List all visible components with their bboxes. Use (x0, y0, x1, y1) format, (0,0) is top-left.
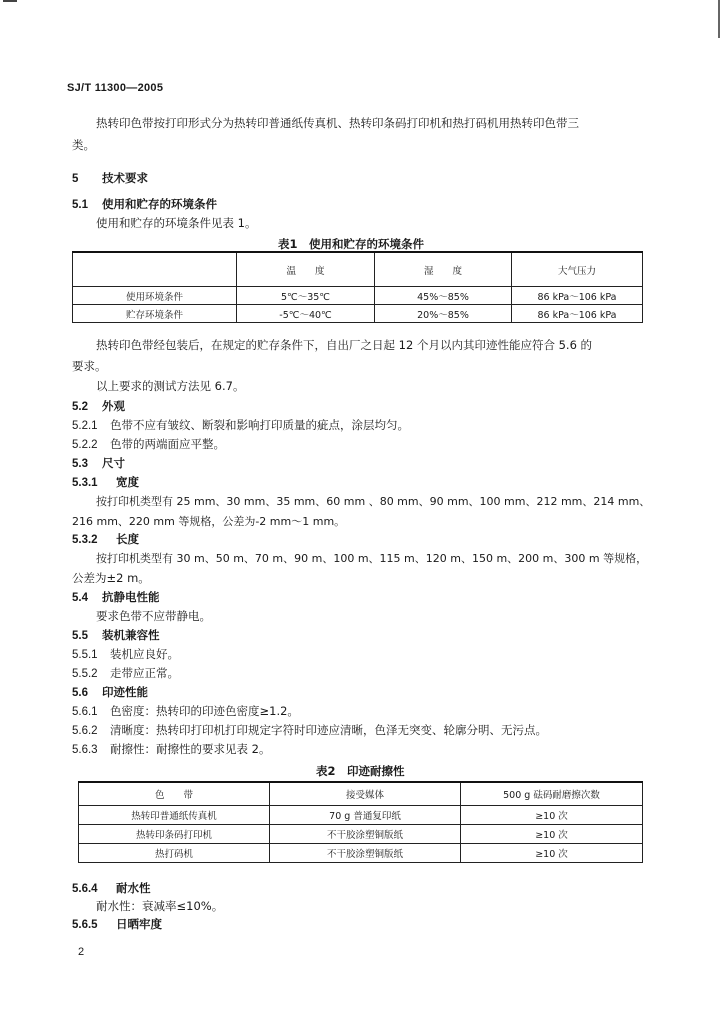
section-title: 尺寸 (102, 456, 125, 470)
scan-edge-mark-right (718, 0, 720, 38)
clause-number: 5.5.1 (72, 649, 98, 661)
storage-paragraph-line-1: 热转印色带经包装后，在规定的贮存条件下，自出厂之日起 12 个月以内其印迹性能应符合 5.6 的 (96, 338, 593, 352)
table-cell: 热转印条码打印机 (79, 825, 270, 844)
table-header-cell: 接受媒体 (270, 782, 461, 806)
table-row (73, 287, 643, 305)
table-cell: ≥10 次 (461, 806, 643, 825)
clause-number: 5.6.2 (72, 725, 98, 737)
table-header-cell: 湿 度 (375, 252, 512, 287)
table-header-cell: 温 度 (237, 252, 375, 287)
section-number: 5.2 (72, 401, 88, 413)
clause-number: 5.5.2 (72, 668, 98, 680)
table-cell: 20%～85% (375, 305, 512, 323)
clause-text: 色带不应有皱纹、断裂和影响打印质量的疵点，涂层均匀。 (110, 418, 409, 432)
section-5-4-body: 要求色带不应带静电。 (96, 609, 211, 623)
table-2-abrasion-resistance (78, 781, 643, 863)
scan-edge-mark (3, 0, 17, 6)
section-number: 5.3 (72, 458, 88, 470)
clause-5-2-2 (72, 436, 225, 452)
table-cell: ≥10 次 (461, 844, 643, 863)
clause-text: 色带的两端面应平整。 (110, 437, 225, 451)
section-title: 印迹性能 (102, 685, 148, 699)
clause-number: 5.3.2 (72, 534, 98, 546)
table-cell: 不干胶涂塑铜版纸 (270, 844, 461, 863)
section-5-heading (72, 170, 148, 186)
section-number: 5.4 (72, 592, 88, 604)
clause-number: 5.2.2 (72, 439, 98, 451)
clause-title: 日晒牢度 (116, 917, 162, 931)
table-header-cell: 色 带 (79, 782, 270, 806)
table-1-caption: 表1 使用和贮存的环境条件 (278, 237, 425, 251)
clause-number: 5.6.1 (72, 706, 98, 718)
clause-5-5-1 (72, 646, 179, 662)
table-header-row (79, 782, 643, 806)
table-cell: -5℃～40℃ (237, 305, 375, 323)
section-number: 5.6 (72, 687, 88, 699)
page-number: 2 (78, 946, 85, 958)
section-5-5-heading (72, 627, 160, 643)
section-5-4-heading (72, 589, 160, 605)
section-5-3-heading (72, 455, 125, 471)
clause-5-6-4-heading (72, 880, 151, 896)
table-row (79, 806, 643, 825)
clause-text: 色密度：热转印的印迹色密度≥1.2。 (110, 704, 299, 718)
section-title: 抗静电性能 (102, 590, 160, 604)
table-cell: 热打码机 (79, 844, 270, 863)
table-row (79, 825, 643, 844)
table-cell: 不干胶涂塑铜版纸 (270, 825, 461, 844)
table-cell: ≥10 次 (461, 825, 643, 844)
intro-line-1: 热转印色带按打印形式分为热转印普通纸传真机、热转印条码打印机和热打码机用热转印色带三 (96, 116, 579, 130)
table-row (73, 305, 643, 323)
section-5-6-heading (72, 684, 148, 700)
clause-5-6-1 (72, 703, 299, 719)
clause-number: 5.6.3 (72, 744, 98, 756)
table-cell: 86 kPa～106 kPa (512, 287, 643, 305)
clause-number: 5.2.1 (72, 420, 98, 432)
clause-5-5-2 (72, 665, 179, 681)
clause-number: 5.3.1 (72, 477, 98, 489)
table-header-row (73, 252, 643, 287)
section-5-1-heading (72, 196, 217, 212)
section-title: 使用和贮存的环境条件 (102, 197, 217, 211)
standard-code-header: SJ/T 11300—2005 (67, 82, 164, 94)
clause-title: 长度 (116, 532, 139, 546)
clause-5-3-1-heading (72, 474, 139, 490)
clause-text: 走带应正常。 (110, 666, 179, 680)
section-number: 5 (72, 173, 79, 185)
section-title: 技术要求 (102, 171, 148, 185)
table-cell: 使用环境条件 (73, 287, 237, 305)
table-cell: 5℃～35℃ (237, 287, 375, 305)
clause-5-6-5-heading (72, 916, 162, 932)
table-row (79, 844, 643, 863)
clause-5-3-2-heading (72, 531, 139, 547)
width-spec-line-1: 按打印机类型有 25 mm、30 mm、35 mm、60 mm 、80 mm、90 mm、100 mm、212 mm、214 mm、 (96, 495, 651, 508)
table-header-cell (73, 252, 237, 287)
clause-title: 宽度 (116, 475, 139, 489)
table-cell: 贮存环境条件 (73, 305, 237, 323)
clause-text: 清晰度：热转印打印机打印规定字符时印迹应清晰，色泽无突变、轮廓分明、无污点。 (110, 723, 547, 737)
clause-5-6-4-body: 耐水性：衰减率≤10%。 (96, 899, 224, 913)
section-5-1-body: 使用和贮存的环境条件见表 1。 (96, 216, 257, 230)
clause-5-2-1 (72, 417, 409, 433)
section-title: 外观 (102, 399, 125, 413)
clause-text: 装机应良好。 (110, 647, 179, 661)
clause-title: 耐水性 (116, 881, 151, 895)
clause-5-6-3 (72, 741, 270, 757)
table-1-environment-conditions (72, 251, 643, 323)
table-cell: 45%～85% (375, 287, 512, 305)
storage-paragraph-line-2: 要求。 (72, 359, 107, 373)
clause-5-6-2 (72, 722, 547, 738)
table-cell: 热转印普通纸传真机 (79, 806, 270, 825)
test-method-reference: 以上要求的测试方法见 6.7。 (96, 379, 245, 393)
section-number: 5.1 (72, 199, 88, 211)
table-header-cell: 500 g 砝码耐磨擦次数 (461, 782, 643, 806)
table-2-caption: 表2 印迹耐擦性 (316, 764, 405, 778)
table-header-cell: 大气压力 (512, 252, 643, 287)
section-number: 5.5 (72, 630, 88, 642)
section-5-2-heading (72, 398, 125, 414)
clause-number: 5.6.4 (72, 883, 98, 895)
length-spec-line-2: 公差为±2 m。 (72, 571, 150, 585)
intro-line-2: 类。 (72, 138, 95, 152)
clause-text: 耐擦性：耐擦性的要求见表 2。 (110, 742, 271, 756)
section-title: 装机兼容性 (102, 628, 160, 642)
table-cell: 70 g 普通复印纸 (270, 806, 461, 825)
width-spec-line-2: 216 mm、220 mm 等规格，公差为-2 mm～1 mm。 (72, 515, 346, 528)
table-cell: 86 kPa～106 kPa (512, 305, 643, 323)
clause-number: 5.6.5 (72, 919, 98, 931)
length-spec-line-1: 按打印机类型有 30 m、50 m、70 m、90 m、100 m、115 m、120 m、150 m、200 m、300 m 等规格， (96, 552, 648, 565)
